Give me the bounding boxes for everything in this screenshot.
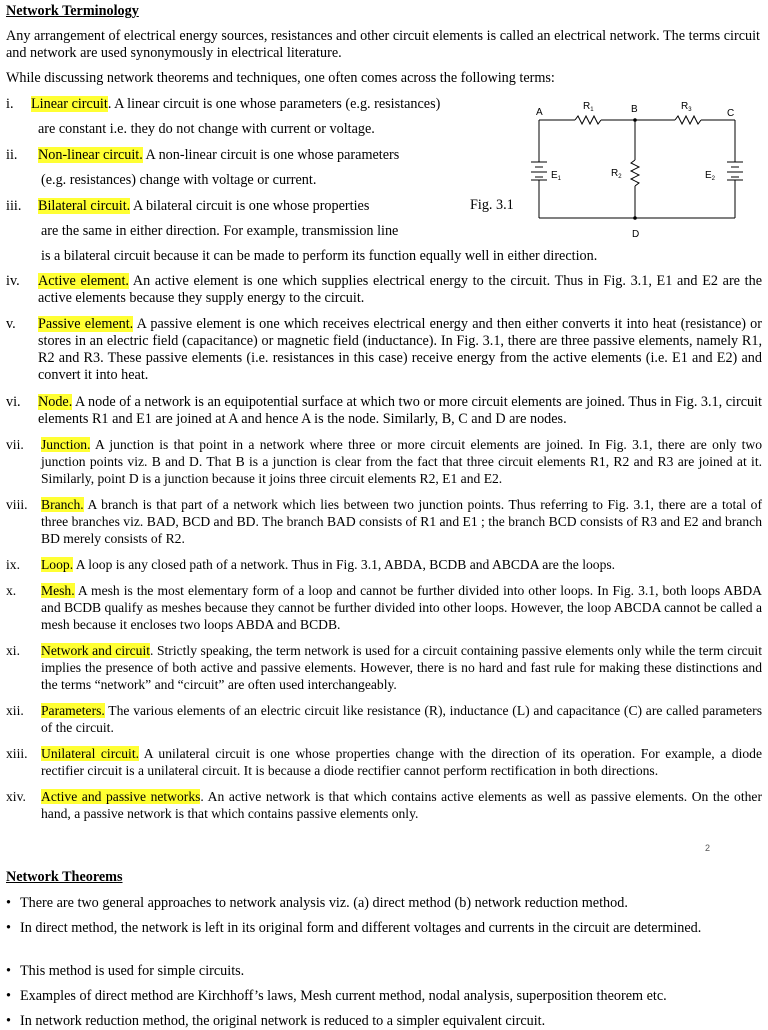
section-title-network-terminology: Network Terminology (6, 3, 139, 19)
r3-label: $R_3$ (681, 101, 692, 113)
term-label: Active element. (38, 273, 129, 289)
node-label-c: C (727, 108, 735, 119)
r2-label: $R_2$ (611, 168, 622, 180)
term-label: Bilateral circuit. (38, 198, 131, 214)
intro-paragraph: Any arrangement of electrical energy sources, resistances and other circuit elements is called an electrical network. The terms circuit and network are used synonymously in electrical literature. (6, 28, 760, 61)
term-label: Mesh. (41, 583, 75, 598)
term-label: Junction. (41, 437, 91, 452)
term-label: Linear circuit (31, 96, 108, 112)
e2-label: $E_2$ (705, 170, 716, 182)
node-label-b: B (631, 104, 638, 115)
lead-paragraph: While discussing network theorems and techniques, one often comes across the following terms: (6, 70, 555, 86)
bullet-icon: • (6, 963, 11, 979)
circuit-diagram (525, 96, 755, 241)
resistor-r2 (631, 160, 639, 186)
e1-label: $E_1$ (551, 170, 562, 182)
bullet-icon: • (6, 920, 11, 936)
document-page: Network Terminology Any arrangement of electrical energy sources, resistances and other circuit elements is called an electrical network. The terms circuit and network are used synonymously in electrical literature. While discussing network theorems and techniques, one often comes across the following terms: i. Linear circuit. A linear circuit is one whose parameters (e.g. resistances) are constant i.e. they do not change with current or voltage. ii. Non-linear circuit. A non-linear circuit is one whose parameters (e.g. resistances) change with voltage or current. iii. Bilateral circuit. A bilateral circuit is one whose properties are the same in either direction. For example, transmission line is a bilateral circuit because it can be made to perform its function equally well in either direction. Fig. 3.1 A B C D $R_1$ $R_3$ $R_2$ $E_1$ $E_2$ iv. Active element. An active element is one which supplies electrical energy to the circuit. Thus in Fig. 3.1, E1 and E2 are the active elements because they supply energy to the circuit. v. Passive element. A passive element is one which receives electrical energy and then either converts it into heat (resistance) or stores in an electric field (capacitance) or magnetic field (inductance). In Fig. 3.1, there are three passive elements, namely R1, R2 and R3. These passive elements (i.e. resistances in this case) receive energy from the active elements (i.e. E1 and E2) and convert it into heat. vi. Node. A node of a network is an equipotential surface at which two or more circuit elements are joined. Thus in Fig. 3.1, circuit elements R1 and E1 are joined at A and hence A is the node. Similarly, B, C and D are nodes. vii. Junction. A junction is that point in a network where three or more circuit elements are joined. In Fig. 3.1, there are only two junction points viz. B and D. That B is a junction is clear from the fact that three circuit elements R1, R2 and R3 are joined at it. Similarly, point D is a junction because it joins three circuit elements R2, E1 and E2. viii. Branch. A branch is that part of a network which lies between two junction points. Thus referring to Fig. 3.1, there are a total of three branches viz. BAD, BCD and BD. The branch BAD consists of R1 and E1 ; the branch BCD consists of R3 and E2 and branch BD merely consists of R2. ix. Loop. A loop is any closed path of a network. Thus in Fig. 3.1, ABDA, BCDB and ABCDA are the loops. x. Mesh. A mesh is the most elementary form of a loop and cannot be further divided into other loops. In Fig. 3.1, both loops ABDA and BCDB qualify as meshes because they cannot be further divided into other loops. However, the loop ABCDA cannot be called a mesh because it encloses two loops ABDA and BCDB. xi. Network and circuit. Strictly speaking, the term network is used for a circuit containing passive elements only while the term circuit implies the presence of both active and passive elements. However, there is no hard and fast rule for making these distinctions and the terms “network” and “circuit” are often used interchangeably. xii. Parameters. The various elements of an electric circuit like resistance (R), inductance (L) and capacitance (C) are called parameters of the circuit. xiii. Unilateral circuit. A unilateral circuit is one whose properties change with the direction of its operation. For example, a diode rectifier circuit is a unilateral circuit. It is because a diode rectifier cannot perform rectification in both directions. xiv. Active and passive networks. An active network is that which contains active elements as well as passive elements. On the other hand, a passive network is that which contains passive elements only. 2 Network Theorems • There are two general approaches to network analysis viz. (a) direct method (b) network reduction method. • In direct method, the network is left in its original form and different voltages and currents in the circuit are determined. • This method is used for simple circuits. • Examples of direct method are Kirchhoff’s laws, Mesh current method, nodal analysis, superposition theorem etc. • In network reduction method, the original network is reduced to a simpler equivalent circuit. (6, 3, 762, 1029)
node-label-a: A (536, 107, 543, 118)
term-label: Parameters. (41, 703, 105, 718)
page-number: 2 (704, 843, 710, 853)
resistor-r1 (575, 116, 601, 124)
term-label: Network and circuit (41, 643, 151, 658)
bullet-icon: • (6, 988, 11, 1004)
term-label: Branch. (41, 497, 84, 512)
term-label: Non-linear circuit. (38, 147, 143, 163)
bullet-icon: • (6, 895, 11, 911)
term-label: Unilateral circuit. (41, 746, 140, 761)
battery-e1 (531, 162, 547, 180)
node-label-d: D (632, 229, 640, 240)
resistor-r3 (675, 116, 701, 124)
term-label: Active and passive networks (41, 789, 201, 804)
term-label: Node. (38, 394, 73, 410)
bullet-icon: • (6, 1013, 11, 1029)
r1-label: $R_1$ (583, 101, 594, 113)
battery-e2 (727, 162, 743, 180)
section-title-network-theorems: Network Theorems (6, 869, 123, 885)
figure-caption: Fig. 3.1 (470, 197, 514, 213)
term-label: Loop. (41, 557, 74, 572)
term-label: Passive element. (38, 316, 134, 332)
